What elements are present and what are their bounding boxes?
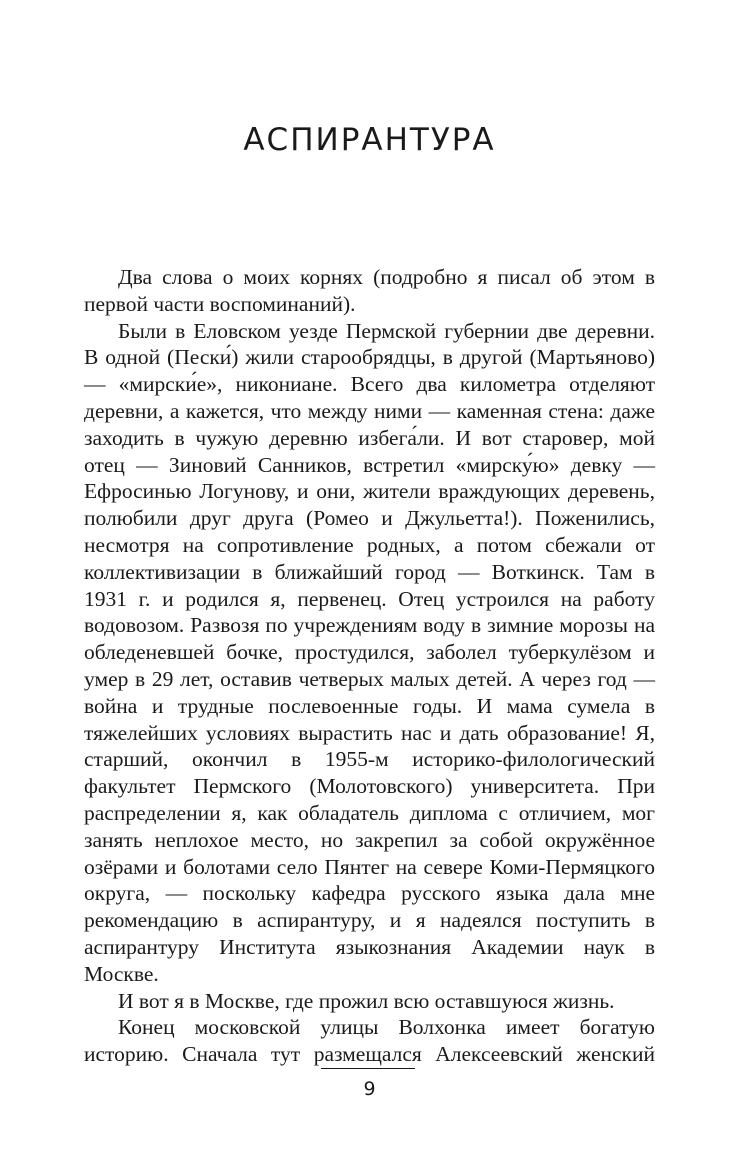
footer-divider (321, 1068, 415, 1069)
paragraph-roots: Два слова о моих корнях (подробно я писал об этом в первой части воспоминаний). (84, 265, 655, 316)
body-text (84, 264, 655, 1068)
paragraph-volkhonka: Конец московской улицы Волхонка имеет богатую историю. Сначала тут размещался Алексеевский женский (84, 1015, 655, 1067)
paragraph-moscow: И вот я в Москве, где прожил всю оставшуюся жизнь. (118, 988, 615, 1013)
paragraph-family-history: Были в Еловском уезде Пермской губернии две деревни. В одной (Пески́) жили старообрядцы, в другой (Мартьяново) — «мирски́е», никониане. Всего два километра отделяют деревни, а кажется, что между ними — каменная стена: даже заходить в чужую деревню избега́ли. И вот старовер, мой отец — Зиновий Санников, встретил «мирску́ю» девку — Ефросинью Логунову, и они, жители враждующих деревень, полюбили друг друга (Ромео и Джульетта!). Поженились, несмотря на сопротивление родных, а потом сбежали от коллективизации в ближайший город — Воткинск. Там в 1931 г. и родился я, первенец. Отец устроился на работу водовозом. Развозя по учреждениям воду в зимние морозы на обледеневшей бочке, простудился, заболел туберкулёзом и умер в 29 лет, оставив четверых малых детей. А через год — война и трудные послевоенные годы. И мама сумела в тяжелейших условиях вырастить нас и дать образование! Я, старший, окончил в 1955-м историко-филологический факультет Пермского (Молотовского) университета. При распределении я, как обладатель диплома с отличием, мог занять неплохое место, но закрепил за собой окружённое озёрами и болотами село Пянтег на севере Коми-Пермяцкого округа, — поскольку кафедра русского языка дала мне рекомендацию в аспирантуру, и я надеялся поступить в аспирантуру Института языкознания Академии наук в Москве. (84, 318, 655, 986)
page-number: 9 (363, 1078, 376, 1100)
chapter-title: АСПИРАНТУРА (243, 122, 496, 158)
